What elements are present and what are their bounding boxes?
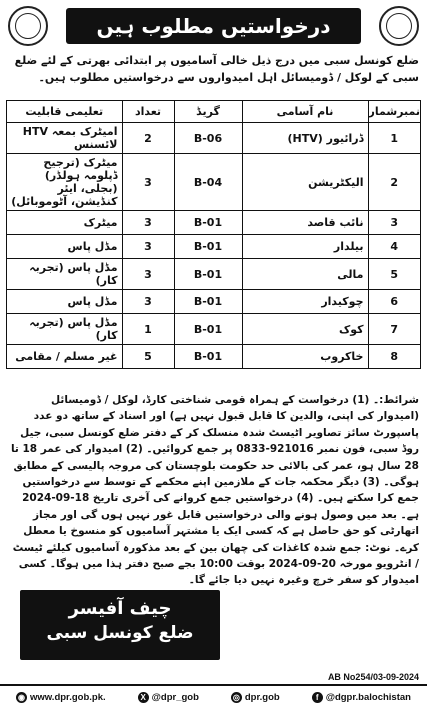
cell-grade: B-01 xyxy=(174,314,242,345)
header-grade: گریڈ xyxy=(174,101,242,123)
cell-qual: غیر مسلم / مقامی xyxy=(7,345,123,369)
cell-sn: 2 xyxy=(368,154,421,211)
cell-grade: B-01 xyxy=(174,290,242,314)
table-row xyxy=(7,345,421,369)
cell-grade: B-01 xyxy=(174,259,242,290)
cell-qual: مڈل پاس xyxy=(7,235,123,259)
cell-qual: مڈل پاس (تجربہ کار) xyxy=(7,314,123,345)
header-name: نام آسامی xyxy=(242,101,368,123)
cell-qty: 3 xyxy=(122,211,174,235)
signature-office: ضلع کونسل سبی xyxy=(46,623,194,643)
cell-name: الیکٹریشن xyxy=(242,154,368,211)
page-title: درخواستیں مطلوب ہیں xyxy=(66,8,361,44)
cell-grade: B-04 xyxy=(174,154,242,211)
table-row xyxy=(7,290,421,314)
signature-title: چیف آفیسر xyxy=(68,598,172,619)
table-row xyxy=(7,235,421,259)
conditions-text: شرائط:۔ (1) درخواست کے ہمراہ قومی شناختی کارڈ، لوکل / ڈومیسائل (امیدوار کی اپنی، والدین کا قابل قبول نہیں ہے) اور اسناد کے ساتھ دو عدد پاسپورٹ سائز تصاویر اٹیسٹ شدہ منسلک کر کے دفتر ضلع کونسل سبی، جیل روڈ سبی، فون نمبر 921016-0833 پر جمع کروائیں۔ (2) امیدوار کی عمر 18 تا 28 سال ہو، عمر کی بالائی حد حکومت بلوچستان کی مروجہ پالیسی کے مطابق ہوگی۔ (3) دیگر محکمہ جات کے ملازمین اپنے محکمے کے توسط سے درخواستیں جمع کرا سکتے ہیں۔ (4) درخواستیں جمع کروانے کی آخری تاریخ 18-09-2024 ہے۔ بعد میں وصول ہونے والی درخواستیں قابل غور نہیں ہوں گی اور مجاز اتھارٹی کو حق حاصل ہے کہ کسی ایک یا مشتہر آسامیوں کو منسوخ یا معطل کرے۔ نوٹ: جمع شدہ کاغذات کی چھان بین کے بعد مذکورہ آسامیوں کیلئے ٹیسٹ / انٹرویو مورخہ 20-09-2024 بوقت 10:00 بجے صبح دفتر ہذا میں ہوگا۔ کسی امیدوار کو سفر خرچ وغیرہ نہیں دیا جائے گا۔ xyxy=(10,394,419,587)
cell-sn: 1 xyxy=(368,123,421,154)
cell-qty: 3 xyxy=(122,290,174,314)
header-sn: نمبرشمار xyxy=(368,101,421,123)
table-row xyxy=(7,123,421,154)
cell-qual: مڈل پاس (تجربہ کار) xyxy=(7,259,123,290)
header-qty: تعداد xyxy=(122,101,174,123)
signature-block xyxy=(20,590,220,660)
footer xyxy=(0,684,427,709)
cell-name: خاکروب xyxy=(242,345,368,369)
website-text: www.dpr.gob.pk. xyxy=(29,692,106,703)
instagram-text: dpr.gob xyxy=(244,692,280,703)
cell-grade: B-01 xyxy=(174,211,242,235)
cell-qty: 3 xyxy=(122,259,174,290)
table-row xyxy=(7,211,421,235)
cell-qty: 5 xyxy=(122,345,174,369)
cell-qual: امیٹرک بمعہ HTV لائسنس xyxy=(7,123,123,154)
cell-qual: مڈل پاس xyxy=(7,290,123,314)
jobs-table xyxy=(6,100,421,369)
header xyxy=(6,4,421,48)
cell-sn: 3 xyxy=(368,211,421,235)
cell-grade: B-01 xyxy=(174,235,242,259)
cell-qual: میٹرک xyxy=(7,211,123,235)
cell-sn: 6 xyxy=(368,290,421,314)
x-icon: X xyxy=(138,692,149,703)
cell-grade: B-06 xyxy=(174,123,242,154)
cell-name: کوک xyxy=(242,314,368,345)
cell-name: مالی xyxy=(242,259,368,290)
table-row xyxy=(7,154,421,211)
table-header-row xyxy=(7,101,421,123)
cell-qty: 2 xyxy=(122,123,174,154)
footer-website[interactable] xyxy=(16,692,106,703)
twitter-text: @dpr_gob xyxy=(151,692,199,703)
facebook-text: @dgpr.balochistan xyxy=(325,692,411,703)
cell-qty: 3 xyxy=(122,235,174,259)
table-row xyxy=(7,314,421,345)
cell-qual: میٹرک (ترجیح ڈپلومہ ہولڈر) (بجلی، ایئر کنڈیشن، آٹوموبائل) xyxy=(7,154,123,211)
intro-text: ضلع کونسل سبی میں درج ذیل خالی آسامیوں پر ابتدائی بھرتی کے لئے ضلع سبی کے لوکل / ڈومیسائل اہل امیدواروں سے درخواستیں مطلوب ہیں۔ xyxy=(14,54,419,84)
cell-sn: 4 xyxy=(368,235,421,259)
cell-name: نائب قاصد xyxy=(242,211,368,235)
cell-name: چوکیدار xyxy=(242,290,368,314)
cell-grade: B-01 xyxy=(174,345,242,369)
cell-name: ڈرائیور (HTV) xyxy=(242,123,368,154)
facebook-icon: f xyxy=(312,692,323,703)
cell-sn: 5 xyxy=(368,259,421,290)
cell-sn: 8 xyxy=(368,345,421,369)
table-row xyxy=(7,259,421,290)
district-council-logo xyxy=(8,6,48,46)
cell-qty: 1 xyxy=(122,314,174,345)
cell-name: بیلدار xyxy=(242,235,368,259)
globe-icon: ◉ xyxy=(16,692,27,703)
cell-qty: 3 xyxy=(122,154,174,211)
footer-twitter[interactable] xyxy=(138,692,199,703)
footer-instagram[interactable] xyxy=(231,692,280,703)
ab-number: AB No254/03-09-2024 xyxy=(327,672,419,682)
header-qual: تعلیمی قابلیت xyxy=(7,101,123,123)
footer-facebook[interactable] xyxy=(312,692,411,703)
instagram-icon: ◎ xyxy=(231,692,242,703)
cell-sn: 7 xyxy=(368,314,421,345)
government-logo xyxy=(379,6,419,46)
